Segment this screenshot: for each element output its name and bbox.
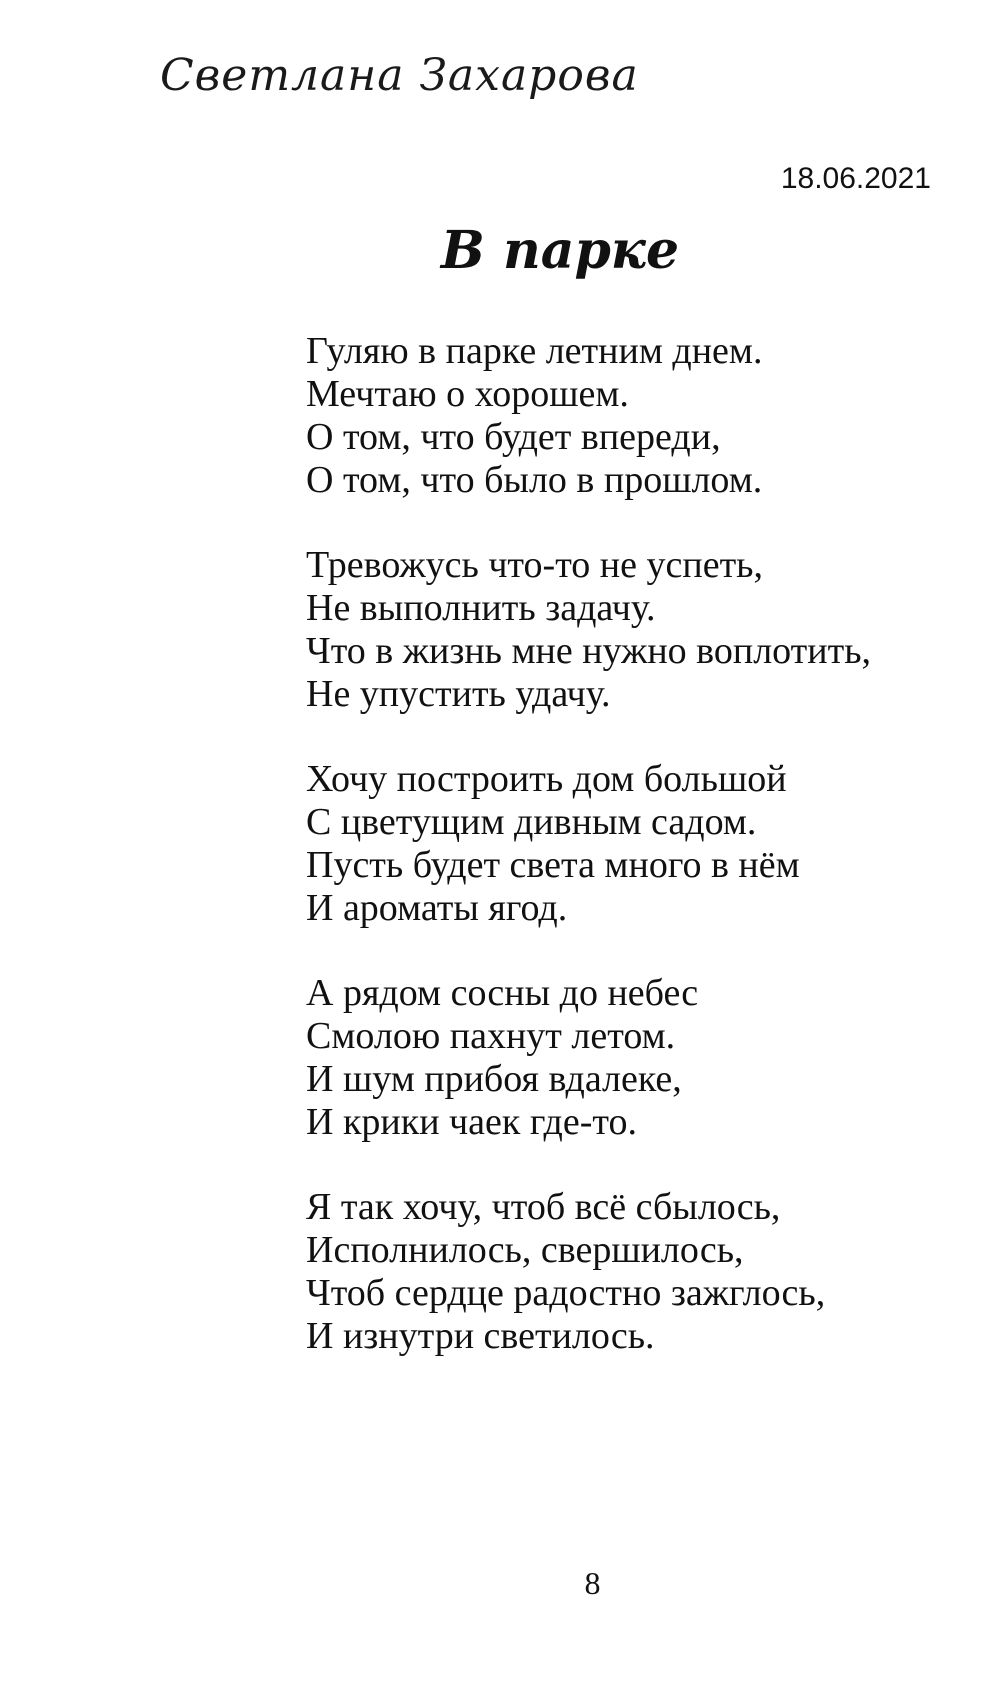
stanza-2 (306, 544, 946, 716)
poem-line: Хочу построить дом большой (306, 758, 787, 800)
author-signature: Светлана Захарова (160, 50, 639, 101)
poem-body (306, 330, 946, 1400)
poem-line: Исполнилось, свершилось, (306, 1229, 744, 1271)
poem-line: Что в жизнь мне нужно воплотить, (306, 630, 872, 672)
page-number: 8 (584, 1565, 601, 1601)
poem-line: И крики чаек где-то. (306, 1101, 637, 1143)
poem-line: Тревожусь что-то не успеть, (306, 544, 764, 586)
stanza-5 (306, 1186, 946, 1358)
poem-line: Гуляю в парке летним днем. (306, 330, 763, 372)
poem-line: И ароматы ягод. (306, 887, 568, 929)
poem-line: Я так хочу, чтоб всё сбылось, (306, 1186, 781, 1228)
poem-line: Не упустить удачу. (306, 673, 611, 715)
stanza-4 (306, 972, 946, 1144)
poem-line: Пусть будет света много в нём (306, 844, 800, 886)
poem-date: 18.06.2021 (780, 162, 931, 195)
stanza-3 (306, 758, 946, 930)
poem-line: Мечтаю о хорошем. (306, 373, 629, 415)
stanza-1 (306, 330, 946, 502)
poem-title: В парке (440, 220, 680, 281)
poem-line: О том, что было в прошлом. (306, 459, 763, 501)
poem-line: Чтоб сердце радостно зажглось, (306, 1272, 826, 1314)
poem-line: Смолою пахнут летом. (306, 1015, 676, 1057)
poem-line: О том, что будет впереди, (306, 416, 721, 458)
poem-line: С цветущим дивным садом. (306, 801, 757, 843)
poem-line: А рядом сосны до небес (306, 972, 699, 1014)
poem-line: Не выполнить задачу. (306, 587, 656, 629)
poem-line: И шум прибоя вдалеке, (306, 1058, 682, 1100)
poem-line: И изнутри светилось. (306, 1315, 655, 1357)
